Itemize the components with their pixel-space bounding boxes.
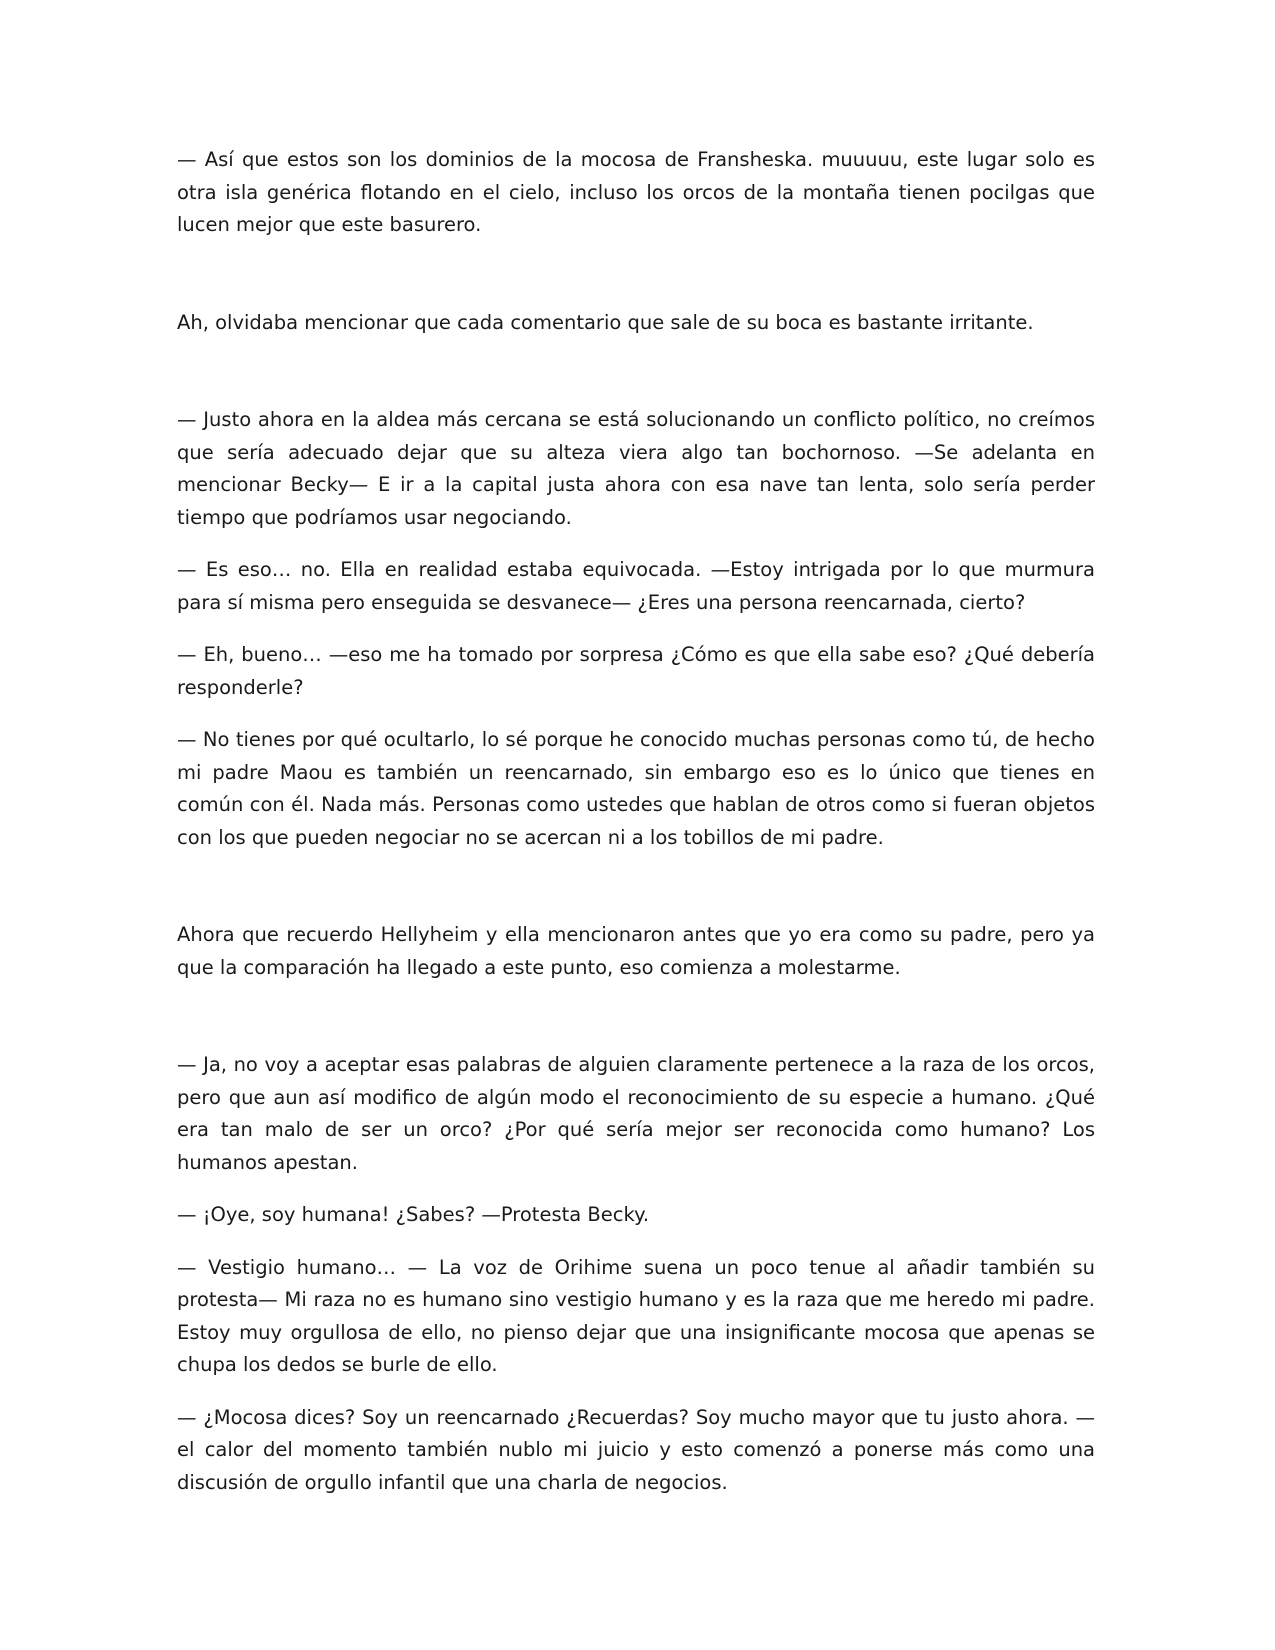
paragraph-2: Ah, olvidaba mencionar que cada comentario que sale de su boca es bastante irritante. bbox=[177, 310, 1034, 334]
paragraph-10: — Vestigio humano… — La voz de Orihime suena un poco tenue al añadir también su protesta— Mi raza no es humano sino vestigio humano y es la raza que me heredo mi padre. Estoy muy orgullosa de ello, no pienso dejar que una insignificante mocosa que apenas se chupa los dedos se burle de ello. bbox=[177, 1255, 1095, 1376]
paragraph-3: — Justo ahora en la aldea más cercana se está solucionando un conflicto político, no creímos que sería adecuado dejar que su alteza viera algo tan bochornoso. —Se adelanta en mencionar Becky— E ir a la capital justa ahora con esa nave tan lenta, solo sería perder tiempo que podríamos usar negociando. bbox=[177, 408, 1095, 529]
paragraph-5: — Eh, bueno… —eso me ha tomado por sorpresa ¿Cómo es que ella sabe eso? ¿Qué debería responderle? bbox=[177, 643, 1095, 699]
paragraph-11: — ¿Mocosa dices? Soy un reencarnado ¿Recuerdas? Soy mucho mayor que tu justo ahora. —el calor del momento también nublo mi juicio y esto comenzó a ponerse más como una discusión de orgullo infantil que una charla de negocios. bbox=[177, 1405, 1095, 1494]
paragraph-9: — ¡Oye, soy humana! ¿Sabes? —Protesta Becky. bbox=[177, 1203, 650, 1226]
document-body bbox=[177, 144, 1095, 1499]
paragraph-6: — No tienes por qué ocultarlo, lo sé porque he conocido muchas personas como tú, de hecho mi padre Maou es también un reencarnado, sin embargo eso es lo único que tienes en común con él. Nada más. Personas como ustedes que hablan de otros como si fueran objetos con los que pueden negociar no se acercan ni a los tobillos de mi padre. bbox=[177, 728, 1095, 849]
paragraph-7: Ahora que recuerdo Hellyheim y ella mencionaron antes que yo era como su padre, pero ya que la comparación ha llegado a este punto, eso comienza a molestarme. bbox=[177, 923, 1095, 979]
paragraph-8: — Ja, no voy a aceptar esas palabras de alguien claramente pertenece a la raza de los orcos, pero que aun así modifico de algún modo el reconocimiento de su especie a humano. ¿Qué era tan malo de ser un orco? ¿Por qué sería mejor ser reconocida como humano? Los humanos apestan. bbox=[177, 1053, 1095, 1174]
paragraph-1: — Así que estos son los dominios de la mocosa de Fransheska. muuuuu, este lugar solo es otra isla genérica flotando en el cielo, incluso los orcos de la montaña tienen pocilgas que lucen mejor que este basurero. bbox=[177, 148, 1095, 236]
paragraph-4: — Es eso… no. Ella en realidad estaba equivocada. —Estoy intrigada por lo que murmura para sí misma pero enseguida se desvanece— ¿Eres una persona reencarnada, cierto? bbox=[177, 558, 1095, 614]
